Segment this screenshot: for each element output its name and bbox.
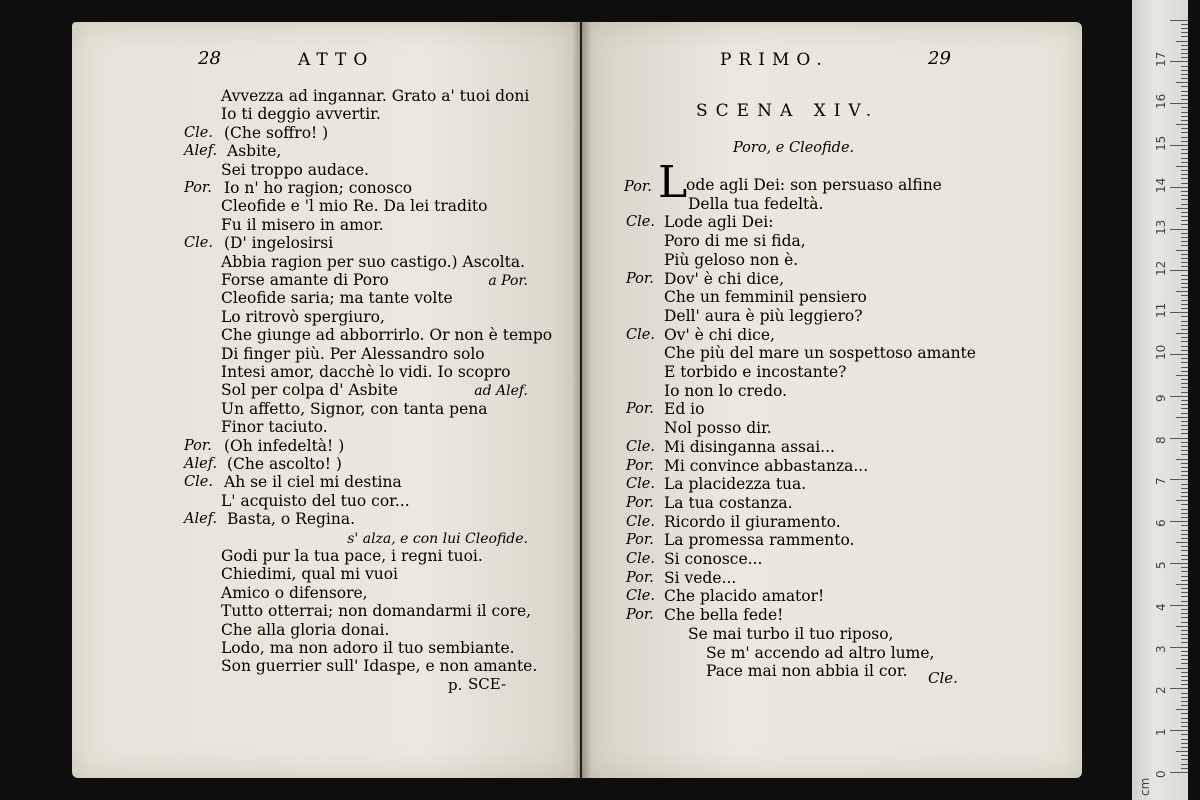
verse-line: Che placido amator! [664, 587, 825, 606]
verse-line: Son guerrier sull' Idaspe, e non amante. [221, 657, 538, 676]
ruler-tick [1181, 216, 1188, 217]
ruler-tick [1176, 208, 1188, 209]
ruler-tick [1181, 158, 1188, 159]
ruler-tick [1181, 371, 1188, 372]
verse-line: Della tua fedeltà. [688, 194, 824, 213]
speaker-label: Por. [626, 270, 654, 287]
ruler-tick [1181, 693, 1188, 694]
ruler-tick [1170, 145, 1188, 146]
ruler-number: 16 [1154, 93, 1168, 110]
ruler-tick [1181, 492, 1188, 493]
ruler-tick [1181, 617, 1188, 618]
ruler-tick [1181, 300, 1188, 301]
speaker-label: Por. [184, 437, 212, 454]
ruler-tick [1181, 149, 1188, 150]
ruler-tick [1181, 316, 1188, 317]
ruler-tick [1181, 454, 1188, 455]
ruler-tick [1181, 634, 1188, 635]
ruler-tick [1176, 82, 1188, 83]
ruler-tick [1181, 95, 1188, 96]
ruler-tick [1170, 730, 1188, 731]
ruler-tick [1181, 70, 1188, 71]
verse-line: Dell' aura è più leggiero? [664, 306, 863, 325]
speaker-label: Alef. [184, 143, 218, 160]
ruler-tick [1181, 596, 1188, 597]
ruler-tick [1181, 759, 1188, 760]
speaker-label: Cle. [184, 474, 213, 491]
ruler-tick [1181, 116, 1188, 117]
ruler-tick [1181, 504, 1188, 505]
ruler-tick [1170, 772, 1188, 773]
speaker-label: Alef. [184, 456, 218, 472]
ruler-tick [1181, 484, 1188, 485]
ruler-tick [1181, 601, 1188, 602]
ruler-tick [1170, 103, 1188, 104]
ruler-tick [1181, 421, 1188, 422]
ruler-tick [1181, 245, 1188, 246]
verse-line: Sol per colpa d' Asbite [221, 381, 398, 400]
ruler-tick [1181, 764, 1188, 765]
ruler-tick [1181, 74, 1188, 75]
ruler-tick [1181, 304, 1188, 305]
ruler-tick [1181, 295, 1188, 296]
verse-line: Io non lo credo. [664, 381, 787, 400]
ruler-tick [1181, 638, 1188, 639]
ruler-tick [1181, 530, 1188, 531]
ruler-tick [1181, 99, 1188, 100]
verse-line: Intesi amor, dacchè lo vidi. Io scopro [221, 363, 511, 381]
ruler-tick [1170, 521, 1188, 522]
verse-line: E torbido e incostante? [664, 363, 847, 381]
verse-line: La placidezza tua. [664, 475, 807, 494]
ruler-tick [1181, 400, 1188, 401]
ruler-tick [1181, 132, 1188, 133]
verse-line: Fu il misero in amor. [221, 215, 384, 234]
ruler-tick [1181, 224, 1188, 225]
verse-line: Avvezza ad ingannar. Grato a' tuoi doni [221, 87, 530, 105]
ruler-tick [1181, 86, 1188, 87]
ruler-tick [1176, 41, 1188, 42]
ruler-tick [1176, 751, 1188, 752]
speaker-label: Por. [626, 457, 654, 474]
ruler-tick [1181, 404, 1188, 405]
ruler-tick [1181, 592, 1188, 593]
right-running-head: PRIMO. [720, 50, 829, 70]
verse-line: Basta, o Regina. [227, 510, 356, 529]
ruler-tick [1181, 137, 1188, 138]
ruler-tick [1181, 613, 1188, 614]
ruler-tick [1181, 555, 1188, 556]
ruler-tick [1181, 350, 1188, 351]
ruler-tick [1181, 488, 1188, 489]
verse-line: Lode agli Dei: [664, 213, 774, 232]
ruler-number: 13 [1154, 219, 1168, 235]
ruler-tick [1170, 312, 1188, 313]
scene-cast: Poro, e Cleofide. [733, 140, 855, 156]
ruler-tick [1181, 53, 1188, 54]
ruler-tick [1181, 697, 1188, 698]
ruler-number: 14 [1154, 177, 1168, 193]
speaker-label: Cle. [626, 214, 655, 231]
ruler-tick [1176, 709, 1188, 710]
ruler-tick [1181, 78, 1188, 79]
ruler-tick [1181, 233, 1188, 234]
ruler-tick [1176, 124, 1188, 125]
verse-line: Più geloso non è. [664, 250, 799, 269]
ruler-tick [1181, 183, 1188, 184]
verse-line: (D' ingelosirsi [224, 234, 334, 253]
ruler-tick [1181, 496, 1188, 497]
stage-direction: a Por. [488, 273, 528, 289]
ruler-number: 15 [1154, 135, 1168, 151]
ruler-tick [1181, 525, 1188, 526]
stage-direction: s' alza, e con lui Cleofide. [347, 530, 528, 547]
verse-line: Io ti deggio avvertir. [221, 105, 381, 124]
ruler-tick [1181, 262, 1188, 263]
ruler-tick [1181, 580, 1188, 581]
right-page-number: 29 [928, 48, 951, 69]
ruler-tick [1181, 66, 1188, 67]
stage-direction: ad Alef. [474, 383, 528, 400]
verse-line: (Che soffro! ) [224, 123, 329, 142]
verse-line: Asbite, [227, 142, 282, 161]
first-speaker: Por. [624, 179, 652, 195]
ruler-tick [1181, 546, 1188, 547]
ruler-tick [1181, 337, 1188, 338]
verse-line: Se m' accendo ad altro lume, [706, 643, 935, 662]
ruler-tick [1181, 630, 1188, 631]
ruler-tick [1170, 396, 1188, 397]
ruler-tick [1176, 417, 1188, 418]
verse-line: Lodo, ma non adoro il tuo sembiante. [221, 639, 515, 657]
ruler-tick [1181, 195, 1188, 196]
ruler-tick [1181, 609, 1188, 610]
ruler-tick [1181, 517, 1188, 518]
ruler-tick [1181, 429, 1188, 430]
ruler-number: 5 [1154, 561, 1168, 569]
ruler-number: 12 [1154, 261, 1168, 277]
ruler-tick [1181, 191, 1188, 192]
ruler-tick [1181, 153, 1188, 154]
ruler-tick [1170, 354, 1188, 355]
ruler-tick [1181, 538, 1188, 539]
ruler-tick [1181, 651, 1188, 652]
ruler-tick [1176, 459, 1188, 460]
ruler-tick [1181, 49, 1188, 50]
speaker-label: Por. [626, 532, 654, 549]
book-gutter [572, 22, 592, 778]
ruler-tick [1181, 680, 1188, 681]
drop-cap: L [658, 157, 688, 208]
ruler-tick [1181, 713, 1188, 714]
ruler-tick [1181, 513, 1188, 514]
verse-line: Tutto otterrai; non domandarmi il core, [221, 602, 532, 621]
verse-line: Dov' è chi dice, [664, 269, 785, 288]
verse-line: L' acquisto del tuo cor... [221, 491, 410, 510]
ruler-tick [1176, 626, 1188, 627]
left-running-head: ATTO [298, 50, 375, 70]
ruler-tick [1181, 387, 1188, 388]
verse-line: Mi disinganna assai... [664, 437, 835, 456]
ruler-tick [1170, 479, 1188, 480]
speaker-label: Cle. [184, 124, 213, 141]
verse-line: Che giunge ad abborrirlo. Or non è tempo [221, 326, 553, 345]
ruler-tick [1181, 571, 1188, 572]
ruler-tick [1181, 467, 1188, 468]
verse-line: Lo ritrovò spergiuro, [221, 307, 385, 326]
ruler-tick [1181, 755, 1188, 756]
ruler-tick [1181, 32, 1188, 33]
ruler-tick [1181, 170, 1188, 171]
ruler-tick [1181, 425, 1188, 426]
verse-line: Sei troppo audace. [221, 160, 369, 179]
ruler-tick [1181, 705, 1188, 706]
ruler-number: 7 [1154, 477, 1168, 486]
ruler-tick [1181, 107, 1188, 108]
ruler-tick [1181, 141, 1188, 142]
verse-line: Pace mai non abbia il cor. [706, 662, 908, 681]
ruler-tick [1176, 333, 1188, 334]
ruler-tick [1181, 91, 1188, 92]
ruler-tick [1181, 24, 1188, 25]
left-page-number: 28 [198, 48, 221, 69]
ruler-tick [1181, 283, 1188, 284]
measuring-ruler [1132, 0, 1188, 800]
ruler-tick [1176, 500, 1188, 501]
ruler-tick [1181, 258, 1188, 259]
ruler-tick [1181, 45, 1188, 46]
verse-line: Io n' ho ragion; conosco [224, 179, 413, 197]
ruler-tick [1181, 174, 1188, 175]
ruler-tick [1170, 647, 1188, 648]
verse-line: Che alla gloria donai. [221, 620, 390, 639]
ruler-number: 0 [1154, 770, 1168, 778]
verse-line: La promessa rammento. [664, 531, 855, 550]
ruler-tick [1181, 254, 1188, 255]
ruler-tick [1181, 672, 1188, 673]
verse-line: Nol posso dir. [664, 419, 772, 438]
ruler-tick [1181, 471, 1188, 472]
ruler-tick [1181, 341, 1188, 342]
left-signature-mark: p. [448, 676, 463, 694]
ruler-tick [1181, 442, 1188, 443]
speaker-label: Cle. [626, 438, 655, 455]
speaker-label: Por. [626, 494, 654, 511]
ruler-tick [1181, 588, 1188, 589]
ruler-tick [1181, 266, 1188, 267]
ruler-tick [1181, 237, 1188, 238]
verse-line: Poro di me si fida, [664, 232, 806, 251]
ruler-tick [1181, 308, 1188, 309]
ruler-tick [1181, 36, 1188, 37]
ruler-tick [1181, 321, 1188, 322]
right-catchword: Cle. [928, 669, 958, 687]
ruler-tick [1176, 375, 1188, 376]
ruler-tick [1176, 668, 1188, 669]
speaker-label: Cle. [184, 235, 213, 252]
ruler-tick [1181, 684, 1188, 685]
ruler-tick [1181, 450, 1188, 451]
ruler-tick [1181, 550, 1188, 551]
ruler-tick [1181, 204, 1188, 205]
ruler-tick [1181, 726, 1188, 727]
verse-line: Mi convince abbastanza... [664, 456, 869, 475]
ruler-unit: cm [1138, 777, 1152, 796]
ruler-tick [1181, 128, 1188, 129]
ruler-tick [1170, 229, 1188, 230]
verse-line: Ah se il ciel mi destina [224, 473, 402, 492]
speaker-label: Cle. [626, 588, 655, 605]
ruler-tick [1181, 220, 1188, 221]
ruler-tick [1176, 542, 1188, 543]
verse-line: Di finger più. Per Alessandro solo [221, 344, 485, 363]
verse-line: Che più del mare un sospettoso amante [664, 344, 976, 363]
ruler-number: 2 [1154, 686, 1168, 695]
left-catchword: SCE- [468, 675, 507, 693]
speaker-label: Alef. [184, 511, 218, 528]
verse-line: Cleofide saria; ma tante volte [221, 289, 453, 308]
verse-line: Si vede... [664, 568, 737, 587]
ruler-number: 6 [1154, 519, 1168, 528]
ruler-number: 3 [1154, 644, 1168, 653]
verse-line: Se mai turbo il tuo riposo, [688, 624, 894, 643]
ruler-tick [1181, 655, 1188, 656]
ruler-tick [1170, 61, 1188, 62]
ruler-tick [1181, 642, 1188, 643]
ruler-tick [1181, 676, 1188, 677]
ruler-tick [1181, 659, 1188, 660]
ruler-tick [1181, 120, 1188, 121]
ruler-tick [1181, 199, 1188, 200]
speaker-label: Por. [184, 180, 212, 196]
speaker-label: Por. [626, 607, 654, 624]
ruler-tick [1181, 463, 1188, 464]
ruler-tick [1181, 534, 1188, 535]
verse-line: Che un femminil pensiero [664, 288, 867, 307]
ruler-tick [1181, 768, 1188, 769]
ruler-tick [1181, 325, 1188, 326]
verse-line: Ed io [664, 400, 705, 419]
ruler-tick [1181, 57, 1188, 58]
speaker-label: Por. [626, 401, 654, 418]
verse-line: La tua costanza. [664, 493, 793, 512]
ruler-tick [1181, 178, 1188, 179]
ruler-tick [1176, 250, 1188, 251]
ruler-tick [1181, 743, 1188, 744]
ruler-tick [1181, 722, 1188, 723]
ruler-tick [1181, 212, 1188, 213]
ruler-tick [1176, 166, 1188, 167]
ruler-tick [1181, 433, 1188, 434]
ruler-tick [1181, 367, 1188, 368]
ruler-tick [1181, 509, 1188, 510]
ruler-tick [1181, 446, 1188, 447]
ruler-tick [1170, 605, 1188, 606]
ruler-tick [1181, 739, 1188, 740]
verse-line: ode agli Dei: son persuaso alfine [686, 176, 942, 194]
verse-line: Ov' è chi dice, [664, 325, 775, 344]
ruler-tick [1170, 563, 1188, 564]
verse-line: Cleofide e 'l mio Re. Da lei tradito [221, 197, 488, 216]
ruler-tick [1181, 475, 1188, 476]
ruler-tick [1181, 663, 1188, 664]
ruler-tick [1181, 241, 1188, 242]
speaker-label: Por. [626, 569, 654, 586]
ruler-tick [1170, 187, 1188, 188]
verse-line: (Oh infedeltà! ) [224, 436, 345, 455]
ruler-tick [1181, 622, 1188, 623]
verse-line: Un affetto, Signor, con tanta pena [221, 399, 488, 418]
verse-line: Forse amante di Poro [221, 271, 389, 289]
ruler-tick [1181, 576, 1188, 577]
ruler-tick [1181, 734, 1188, 735]
scene-title: SCENA XIV. [696, 101, 880, 121]
ruler-number: 11 [1154, 302, 1168, 319]
ruler-tick [1170, 270, 1188, 271]
ruler-tick [1181, 747, 1188, 748]
ruler-tick [1170, 688, 1188, 689]
ruler-tick [1181, 346, 1188, 347]
verse-line: Che bella fede! [664, 606, 784, 625]
ruler-tick [1181, 413, 1188, 414]
ruler-number: 9 [1154, 394, 1168, 402]
verse-line: Chiedimi, qual mi vuoi [221, 565, 399, 584]
ruler-tick [1176, 584, 1188, 585]
ruler-tick [1181, 329, 1188, 330]
verse-line: Godi pur la tua pace, i regni tuoi. [221, 547, 483, 565]
ruler-tick [1170, 20, 1188, 21]
verse-line: Si conosce... [664, 550, 763, 568]
ruler-tick [1181, 718, 1188, 719]
speaker-label: Cle. [626, 551, 655, 567]
ruler-tick [1181, 112, 1188, 113]
ruler-tick [1181, 383, 1188, 384]
ruler-tick [1181, 362, 1188, 363]
ruler-tick [1181, 275, 1188, 276]
ruler-tick [1181, 28, 1188, 29]
ruler-tick [1181, 279, 1188, 280]
ruler-tick [1181, 701, 1188, 702]
verse-line: (Che ascolto! ) [227, 455, 342, 473]
ruler-number: 17 [1154, 52, 1168, 68]
ruler-tick [1176, 291, 1188, 292]
ruler-tick [1181, 358, 1188, 359]
verse-line: Abbia ragion per suo castigo.) Ascolta. [221, 252, 526, 271]
speaker-label: Cle. [626, 326, 655, 343]
ruler-number: 10 [1154, 344, 1168, 360]
ruler-tick [1181, 162, 1188, 163]
ruler-tick [1181, 392, 1188, 393]
ruler-tick [1181, 379, 1188, 380]
ruler-number: 1 [1154, 728, 1168, 737]
speaker-label: Cle. [626, 476, 655, 493]
ruler-number: 8 [1154, 435, 1168, 444]
ruler-tick [1181, 567, 1188, 568]
ruler-number: 4 [1154, 603, 1168, 611]
verse-line: Amico o difensore, [221, 583, 368, 602]
verse-line: Finor taciuto. [221, 418, 328, 437]
ruler-tick [1170, 438, 1188, 439]
verse-line: Ricordo il giuramento. [664, 512, 841, 531]
ruler-tick [1181, 408, 1188, 409]
ruler-tick [1181, 559, 1188, 560]
ruler-tick [1181, 287, 1188, 288]
speaker-label: Cle. [626, 513, 655, 530]
